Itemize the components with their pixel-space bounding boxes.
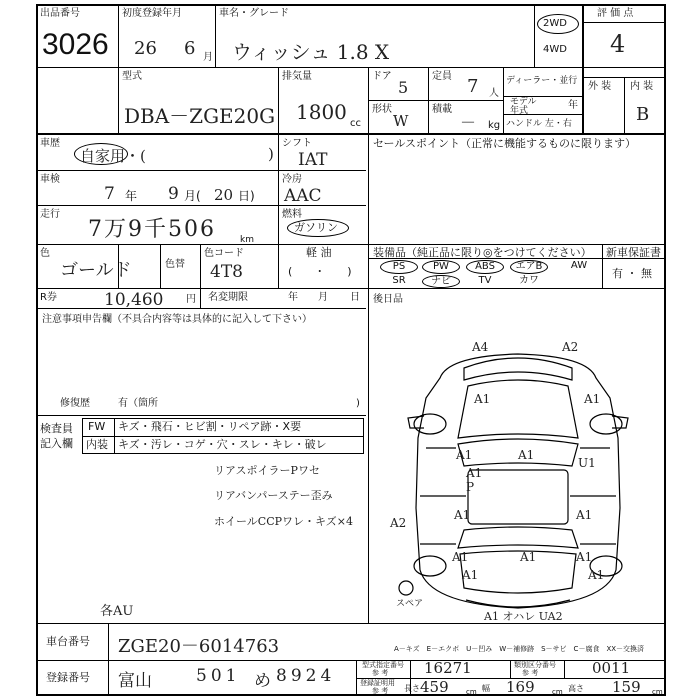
grid-line: [114, 418, 115, 454]
shape-value: W: [393, 112, 409, 130]
exterior-label: 外 装: [588, 81, 612, 92]
grid-line: [200, 244, 201, 288]
month-unit: 月: [203, 52, 213, 63]
shift-label: シフト: [282, 138, 312, 149]
car-diagram: [368, 308, 666, 623]
grid-line: [36, 308, 366, 309]
damage-mark: A1: [518, 448, 535, 462]
length-label: 長さ: [404, 684, 420, 693]
name-change-day-unit: 日: [350, 292, 360, 303]
recycle-label: R券: [40, 292, 57, 303]
length-value: 459: [420, 678, 449, 696]
damage-mark: A1: [474, 392, 491, 406]
car-name: ウィッシュ 1.8 X: [232, 40, 390, 64]
displacement-value: 1800: [296, 100, 347, 124]
damage-mark: A1: [452, 550, 469, 564]
color-value: ゴールド: [60, 260, 132, 281]
drive-2wd: 2WD: [543, 18, 567, 29]
height-label: 高さ: [568, 684, 584, 693]
model-year-label: モデル年式: [510, 97, 537, 116]
recycle-value: 10,460: [104, 290, 164, 310]
first-registration-month: 6: [184, 38, 196, 59]
damage-mark: A1: [462, 568, 479, 582]
damage-mark: A1: [584, 392, 601, 406]
type-number-label: 型式指定番号: [362, 661, 404, 669]
equipment-item: ナビ: [422, 275, 460, 288]
grid-line: [278, 134, 279, 288]
inspector-note-3: ホイールCCPワレ・キズ×4: [214, 515, 354, 528]
name-change-label: 名変期限: [208, 292, 248, 303]
shift-value: IAT: [298, 150, 328, 170]
history-label: 車歴: [40, 138, 60, 149]
registration-label: 登録番号: [46, 671, 90, 684]
grid-line: [36, 415, 366, 416]
equipment-item: カワ: [519, 275, 539, 286]
inspector-note-2: リアバンパーステー歪み: [214, 489, 333, 502]
person-unit: 人: [489, 88, 499, 99]
recycle-yen: 円: [186, 294, 196, 305]
damage-mark: A4: [472, 340, 489, 354]
cert-sub: 参 考: [372, 687, 389, 695]
grid-line: [503, 67, 504, 134]
inspection-year-unit: 年: [125, 189, 138, 203]
load-label: 積載: [432, 104, 452, 115]
fuel-gasoline: ガソリン: [294, 221, 338, 234]
inspector-bottom-note: 各AU: [100, 604, 134, 619]
grid-line: [36, 170, 366, 171]
damage-mark: A2: [390, 516, 407, 530]
load-value: －: [460, 113, 477, 132]
registration-class: 501: [196, 666, 241, 686]
capacity-value: 7: [467, 76, 479, 97]
grid-line: [118, 4, 119, 134]
grid-line: [278, 67, 279, 134]
registration-area: 富山: [118, 671, 152, 691]
car-name-label: 車名・グレード: [219, 8, 289, 19]
shape-label: 形状: [372, 104, 392, 115]
year-unit: 年: [568, 100, 578, 111]
repair-close: ): [356, 398, 360, 409]
aircon-label: 冷房: [282, 174, 302, 185]
class-number: 0011: [592, 659, 631, 677]
grid-line: [36, 623, 666, 624]
spare-label: スペア: [396, 599, 424, 609]
handle-label: ハンドル 左・右: [506, 119, 572, 129]
inspection-day-unit: 日): [238, 189, 255, 203]
aircon-value: AAC: [284, 186, 322, 206]
interior-label: 内 装: [630, 81, 654, 92]
equipment-item: ABS: [466, 260, 504, 274]
width-unit: cm: [552, 688, 563, 696]
warranty-value: 有 ・ 無: [612, 267, 652, 280]
name-change-year-unit: 年: [288, 292, 298, 303]
grid-line: [200, 288, 201, 308]
grid-line: [584, 22, 666, 23]
grid-line: [160, 244, 161, 288]
height-unit: cm: [652, 688, 663, 696]
inspection-year: 7: [104, 184, 115, 204]
lot-number-label: 出品番号: [40, 8, 80, 19]
equipment-item: SR: [392, 275, 406, 286]
color-label: 色: [40, 248, 50, 259]
displacement-label: 排気量: [282, 71, 312, 82]
color-code-label: 色コード: [204, 248, 244, 259]
lot-number: 3026: [42, 28, 109, 61]
registration-kana: め: [254, 671, 271, 691]
mileage-unit: km: [240, 235, 254, 245]
inspection-month-unit: 月(: [184, 189, 201, 203]
inspector-note-1: リアスポイラーPワセ: [214, 464, 320, 477]
first-registration-year: 26: [134, 38, 157, 59]
equipment-item: PW: [422, 260, 460, 274]
door-count: 5: [398, 78, 409, 97]
damage-mark: A1: [576, 508, 593, 522]
aftermarket-label: 後日品: [373, 294, 403, 305]
inspection-day: 20: [214, 186, 234, 204]
grid-line: [215, 4, 216, 67]
fuel-paren: ( ・ ): [288, 265, 352, 278]
damage-mark: A1: [456, 448, 473, 462]
interior-inspect-label: 内装: [86, 438, 108, 451]
fuel-diesel: 軽 油: [306, 246, 332, 259]
grid-line: [368, 100, 503, 101]
mileage-label: 走行: [40, 209, 60, 220]
class-number-sub: 参 考: [522, 669, 539, 677]
model-label: 型式: [122, 71, 142, 82]
grid-line: [36, 133, 666, 135]
cert-label: 登録証明用: [360, 679, 395, 687]
cc-unit: cc: [350, 118, 361, 129]
damage-mark: A1: [454, 508, 471, 522]
equipment-label: 装備品（純正品に限り◎をつけてください）: [373, 246, 592, 259]
class-number-label: 類別区分番号: [514, 661, 556, 669]
grade-label: 評 価 点: [597, 8, 634, 19]
history-close: ): [268, 145, 274, 163]
width-label: 幅: [482, 684, 490, 693]
type-number: 16271: [424, 659, 472, 677]
damage-mark: A1: [466, 466, 483, 480]
drive-4wd: 4WD: [543, 44, 567, 55]
color-change-label: 色替: [165, 259, 185, 270]
chassis-label: 車台番号: [46, 635, 90, 648]
grid-line: [564, 660, 565, 678]
capacity-label: 定員: [432, 71, 452, 82]
equipment-item: AW: [570, 260, 588, 271]
name-change-month-unit: 月: [318, 292, 328, 303]
grid-line: [36, 288, 666, 289]
width-value: 169: [506, 678, 535, 696]
grid-line: [510, 660, 511, 678]
dealer-label: ディーラー・並行: [506, 76, 578, 86]
grid-line: [534, 4, 535, 67]
grid-line: [108, 623, 109, 696]
chassis-number: ZGE20－6014763: [118, 636, 280, 657]
first-registration-label: 初度登録年月: [122, 8, 182, 19]
damage-mark: A1: [520, 550, 537, 564]
inspection-month: 9: [168, 184, 179, 204]
grid-line: [624, 77, 625, 134]
fuel-label: 燃料: [282, 209, 302, 220]
grid-line: [36, 660, 666, 661]
equipment-item: PS: [380, 260, 418, 274]
damage-legend: A－キズ E－エクボ U－凹み W－補修跡 S－サビ C－腐食 XX－交換済: [394, 645, 645, 653]
color-code: 4T8: [210, 262, 243, 282]
damage-mark: P: [466, 480, 475, 494]
fw-label: FW: [88, 420, 106, 433]
grid-line: [36, 67, 666, 68]
length-unit: cm: [466, 688, 477, 696]
interior-inspect-items: キズ・汚レ・コゲ・穴・スレ・キレ・破レ: [118, 438, 327, 451]
height-value: 159: [612, 678, 641, 696]
damage-mark: U1: [578, 456, 596, 470]
grid-line: [82, 436, 364, 437]
repair-label: 修復歴: [60, 398, 90, 409]
damage-mark: A1 オハレ UA2: [484, 610, 563, 623]
inspector-label: 検査員記入欄: [40, 422, 73, 450]
grid-line: [584, 77, 666, 78]
registration-number: 8924: [276, 666, 336, 686]
grade-value: 4: [610, 30, 626, 58]
equipment-item: エアB: [510, 260, 548, 274]
fw-items: キズ・飛石・ヒビ割・リペア跡・X要: [118, 420, 302, 433]
damage-mark: A1: [588, 568, 605, 582]
kg-unit: kg: [488, 120, 501, 131]
damage-mark: A1: [576, 550, 593, 564]
grid-line: [602, 244, 603, 288]
sales-point-label: セールスポイント（正常に機能するものに限ります）: [373, 137, 637, 150]
grid-line: [36, 244, 666, 245]
equipment-item: TV: [478, 275, 492, 286]
door-label: ドア: [372, 71, 392, 82]
model-code: DBA－ZGE20G: [124, 104, 276, 128]
notes-label: 注意事項申告欄（不具合内容等は具体的に記入して下さい）: [42, 314, 312, 325]
mileage-value: 7万9千506: [88, 217, 216, 242]
type-number-sub: 参 考: [372, 669, 389, 677]
interior-grade: B: [636, 104, 650, 125]
damage-mark: A2: [562, 340, 579, 354]
warranty-label: 新車保証書: [606, 246, 661, 259]
inspection-label: 車検: [40, 174, 60, 185]
history-value: 自家用・(: [80, 147, 146, 165]
repair-value: 有（箇所: [118, 398, 158, 409]
